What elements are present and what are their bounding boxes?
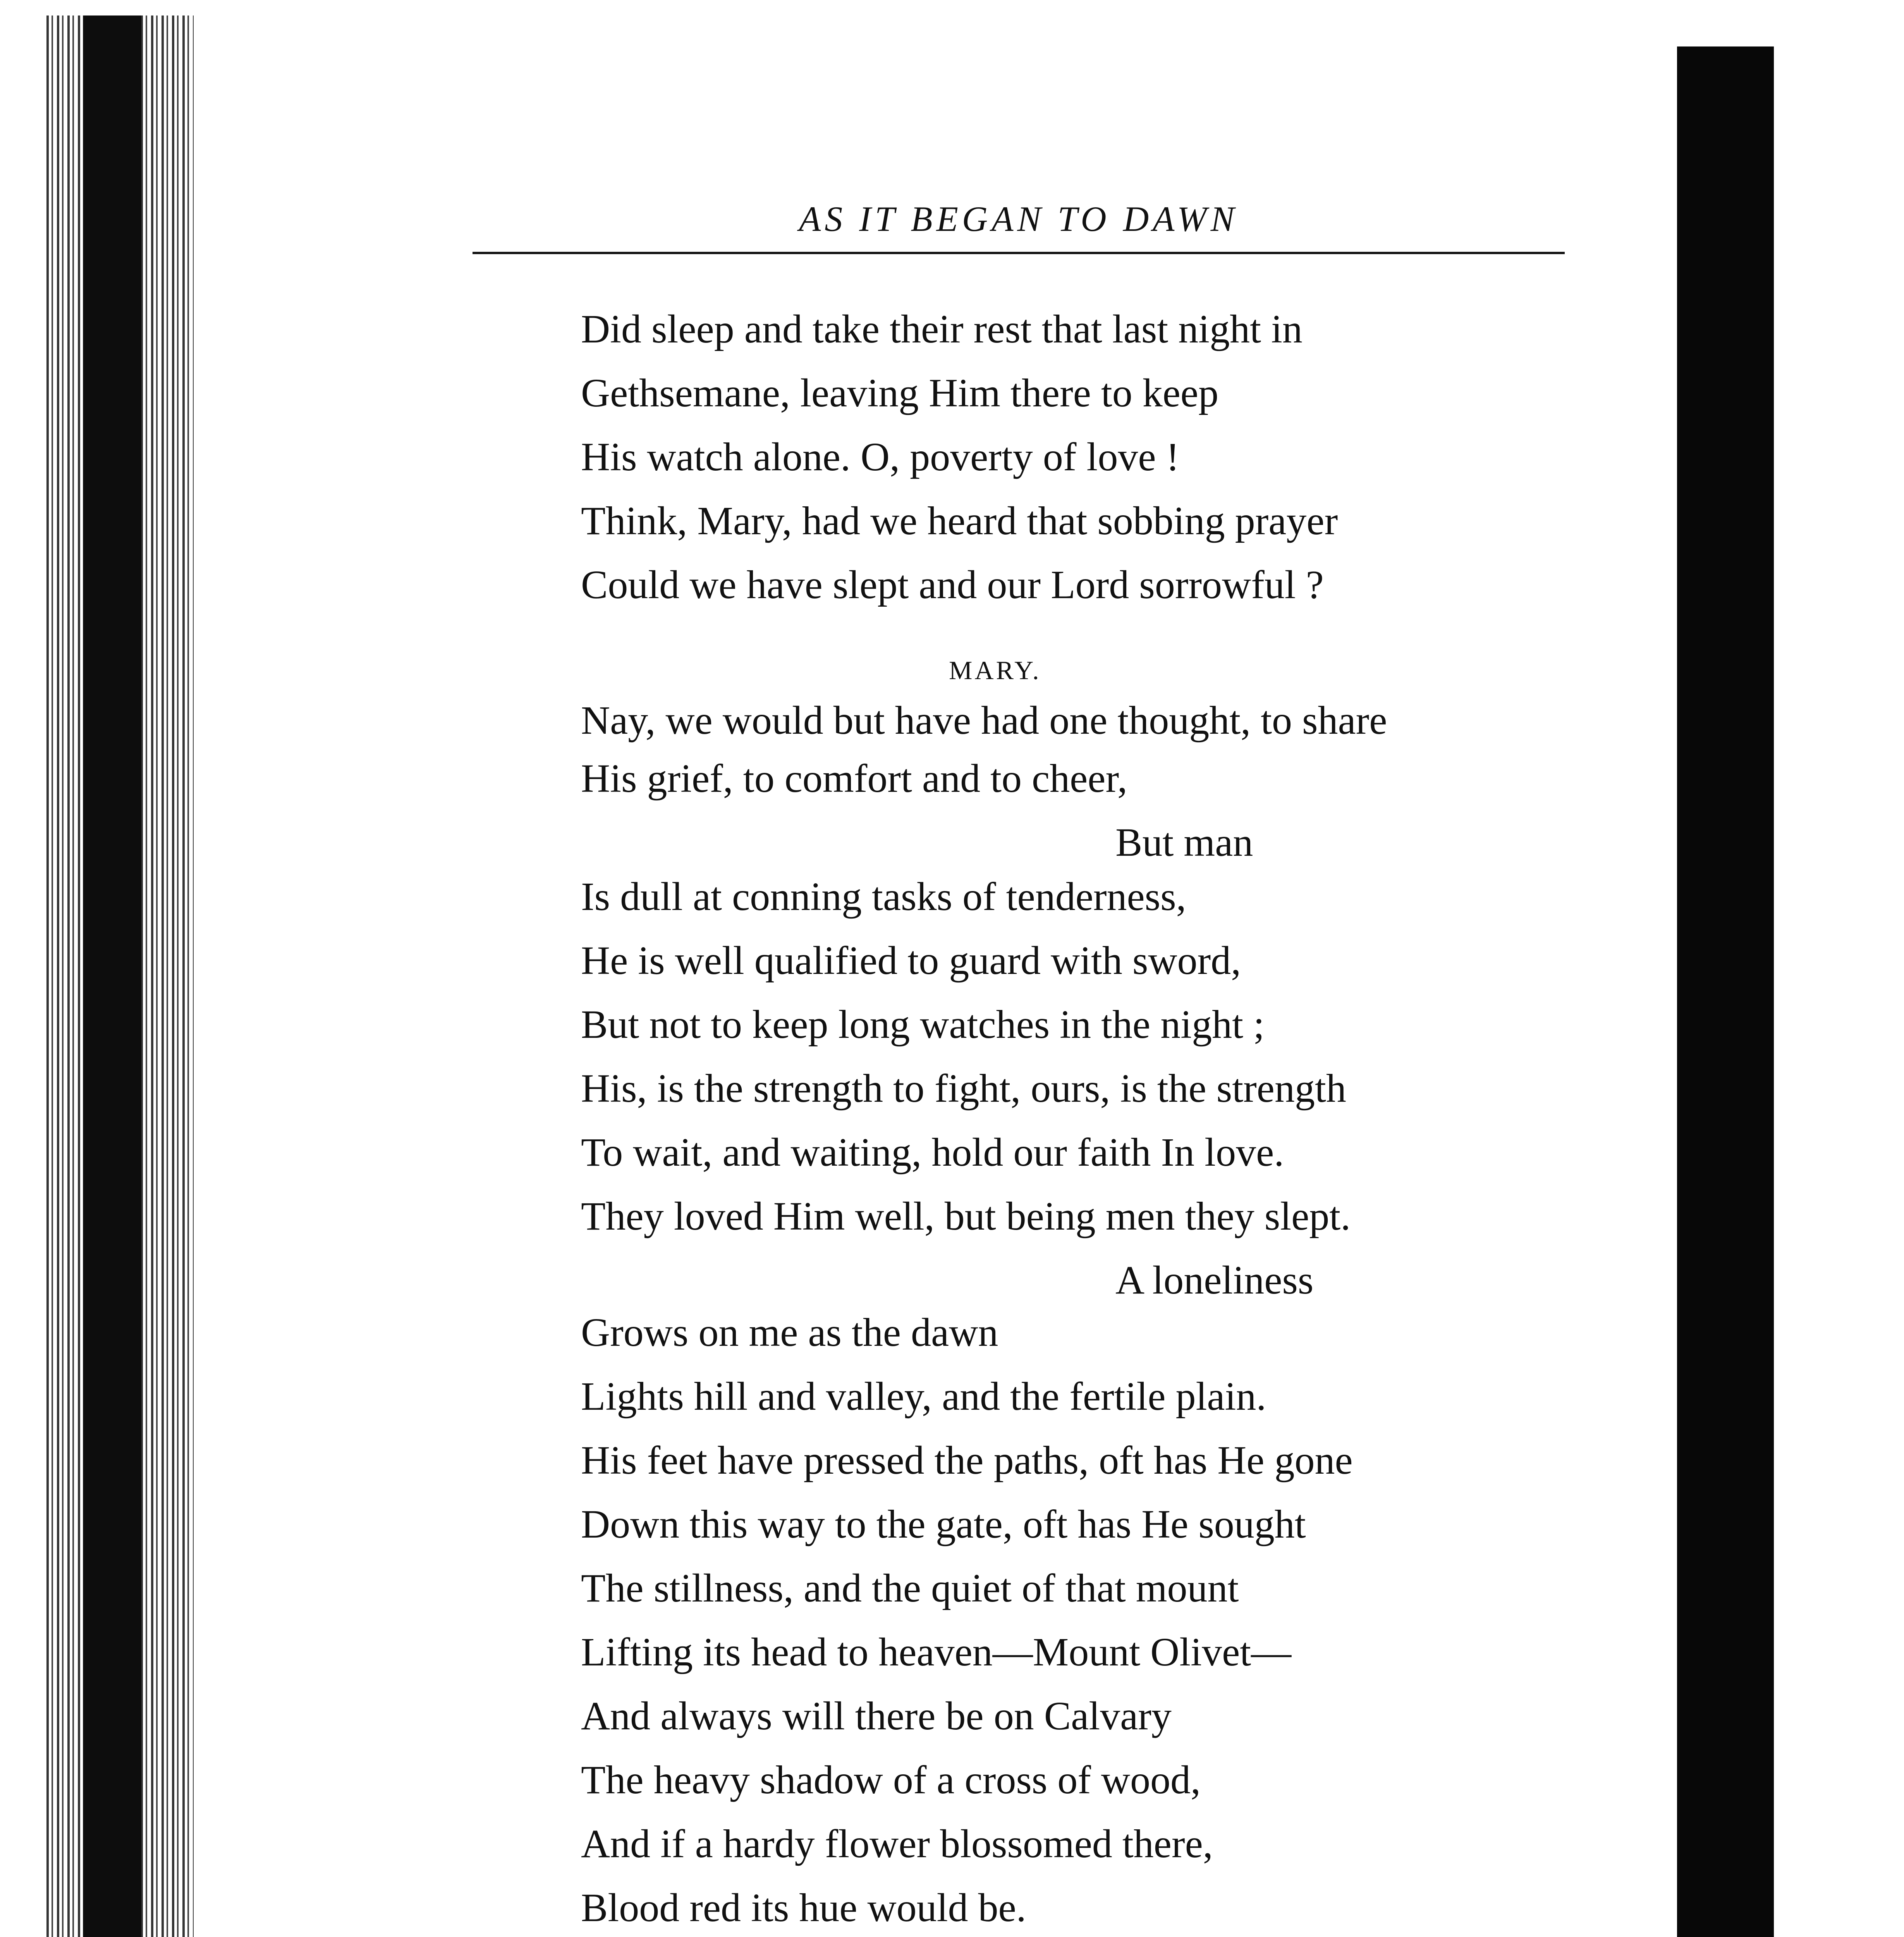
- poem-line: His grief, to comfort and to cheer,: [581, 756, 1127, 801]
- poem-line: He is well qualified to guard with sword,: [581, 938, 1241, 983]
- header-rule: [473, 252, 1565, 254]
- poem-line-indented: But man: [1115, 820, 1253, 865]
- poem-line: And always will there be on Calvary: [581, 1694, 1172, 1738]
- poem-line: Grows on me as the dawn: [581, 1310, 998, 1355]
- page-title: AS IT BEGAN TO DAWN: [799, 199, 1238, 239]
- poem-line: The heavy shadow of a cross of wood,: [581, 1758, 1201, 1802]
- poem-line: They loved Him well, but being men they slept.: [581, 1194, 1351, 1239]
- poem-line-indented: A loneliness: [1115, 1258, 1314, 1302]
- poem-line: Lights hill and valley, and the fertile plain.: [581, 1374, 1266, 1419]
- poem-line: The stillness, and the quiet of that mount: [581, 1566, 1239, 1610]
- scan-edge-left-dark: [83, 15, 141, 1937]
- scan-edge-right: [1677, 46, 1774, 1937]
- poem-line: Is dull at conning tasks of tenderness,: [581, 874, 1186, 919]
- poem-line: To wait, and waiting, hold our faith In love.: [581, 1130, 1284, 1175]
- poem-line: His feet have pressed the paths, oft has He gone: [581, 1438, 1353, 1483]
- poem-line: Nay, we would but have had one thought, to share: [581, 698, 1387, 743]
- poem-line: But not to keep long watches in the night ;: [581, 1002, 1265, 1047]
- speaker-name: MARY.: [949, 655, 1041, 685]
- poem-line: Blood red its hue would be.: [581, 1885, 1026, 1930]
- poem-line: And if a hardy flower blossomed there,: [581, 1822, 1213, 1866]
- poem-line: Gethsemane, leaving Him there to keep: [581, 371, 1219, 415]
- poem-line: Lifting its head to heaven—Mount Olivet—: [581, 1630, 1292, 1674]
- poem-line: Did sleep and take their rest that last night in: [581, 307, 1303, 351]
- running-header: [473, 190, 1565, 256]
- poem-line: Down this way to the gate, oft has He sought: [581, 1502, 1306, 1547]
- poem-line: His, is the strength to fight, ours, is the strength: [581, 1066, 1346, 1111]
- poem-line: His watch alone. O, poverty of love !: [581, 435, 1180, 479]
- poem-line: Could we have slept and our Lord sorrowful ?: [581, 563, 1324, 607]
- poem-line: Think, Mary, had we heard that sobbing prayer: [581, 499, 1338, 543]
